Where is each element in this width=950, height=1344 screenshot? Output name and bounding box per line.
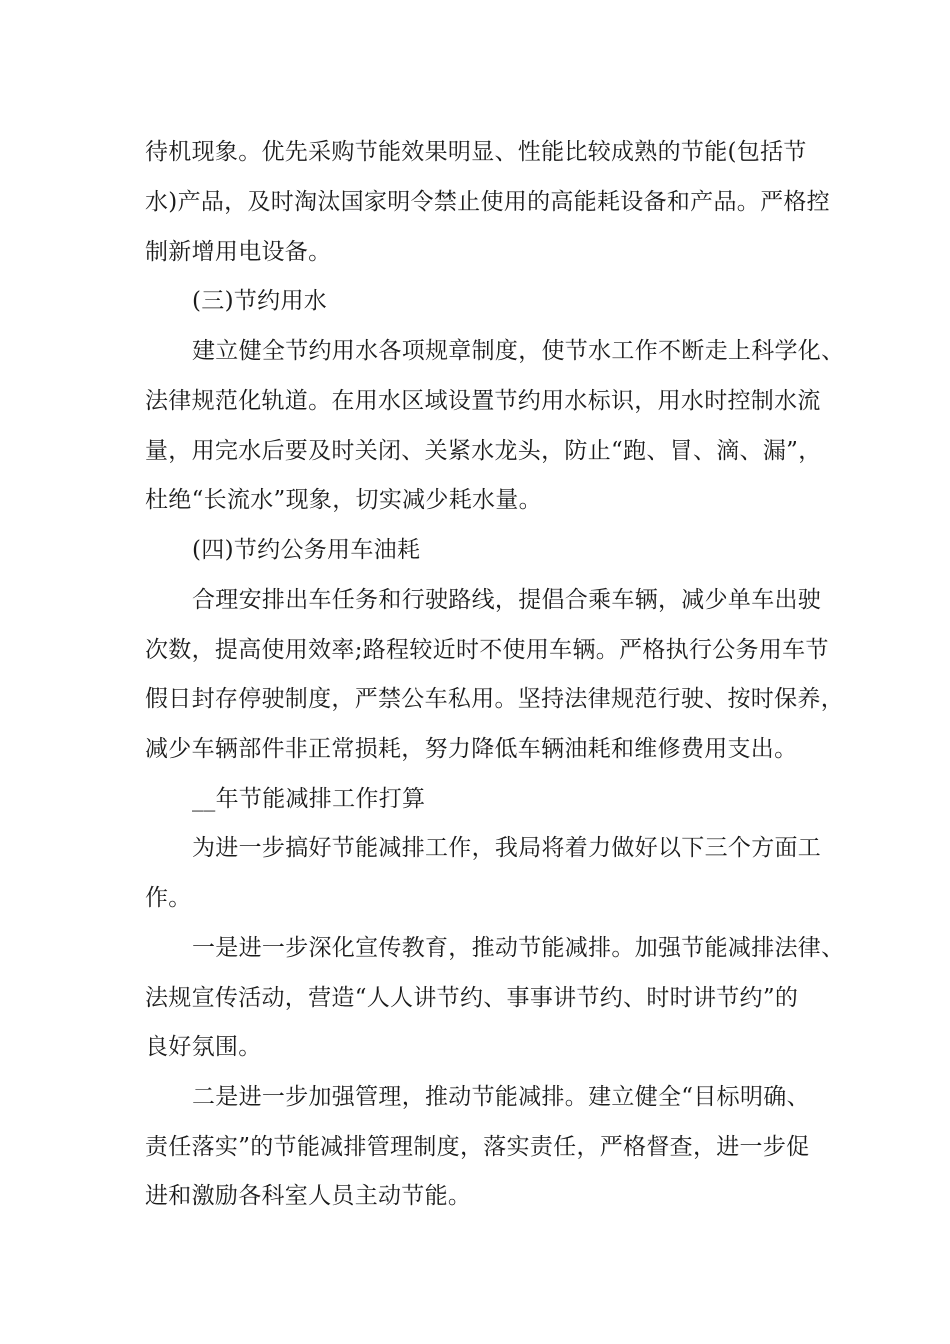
section-heading: __年节能减排工作打算 [192, 786, 426, 812]
text-line: 责任落实”的节能减排管理制度，落实责任，严格督查，进一步促 [145, 1134, 810, 1160]
text-line: 一是进一步深化宣传教育，推动节能减排。加强节能减排法律、 [192, 935, 845, 961]
text-line: 法规宣传活动，营造“人人讲节约、事事讲节约、时时讲节约”的 [145, 985, 799, 1011]
text-line: 杜绝“长流水”现象，切实减少耗水量。 [145, 487, 542, 513]
text-line: 假日封存停驶制度，严禁公车私用。坚持法律规范行驶、按时保养， [145, 686, 844, 712]
text-line: 水)产品，及时淘汰国家明令禁止使用的高能耗设备和产品。严格控 [145, 189, 830, 215]
text-line: 建立健全节约用水各项规章制度，使节水工作不断走上科学化、 [192, 338, 845, 364]
text-line: 待机现象。优先采购节能效果明显、性能比较成熟的节能(包括节 [145, 139, 807, 165]
text-line: 制新增用电设备。 [145, 239, 332, 265]
text-line: 量，用完水后要及时关闭、关紧水龙头，防止“跑、冒、滴、漏”， [145, 438, 822, 464]
section-heading: (三)节约用水 [192, 288, 328, 314]
section-heading: (四)节约公务用车油耗 [192, 537, 421, 563]
text-line: 减少车辆部件非正常损耗，努力降低车辆油耗和维修费用支出。 [145, 736, 798, 762]
text-line: 良好氛围。 [145, 1034, 262, 1060]
text-line: 次数，提高使用效率;路程较近时不使用车辆。严格执行公务用车节 [145, 637, 829, 663]
text-line: 法律规范化轨道。在用水区域设置节约用水标识，用水时控制水流 [145, 388, 821, 414]
text-line: 二是进一步加强管理，推动节能减排。建立健全“目标明确、 [192, 1084, 810, 1110]
text-line: 作。 [145, 885, 192, 911]
text-line: 为进一步搞好节能减排工作，我局将着力做好以下三个方面工 [192, 835, 822, 861]
text-line: 合理安排出车任务和行驶路线，提倡合乘车辆，减少单车出驶 [192, 587, 822, 613]
text-line: 进和激励各科室人员主动节能。 [145, 1183, 472, 1209]
